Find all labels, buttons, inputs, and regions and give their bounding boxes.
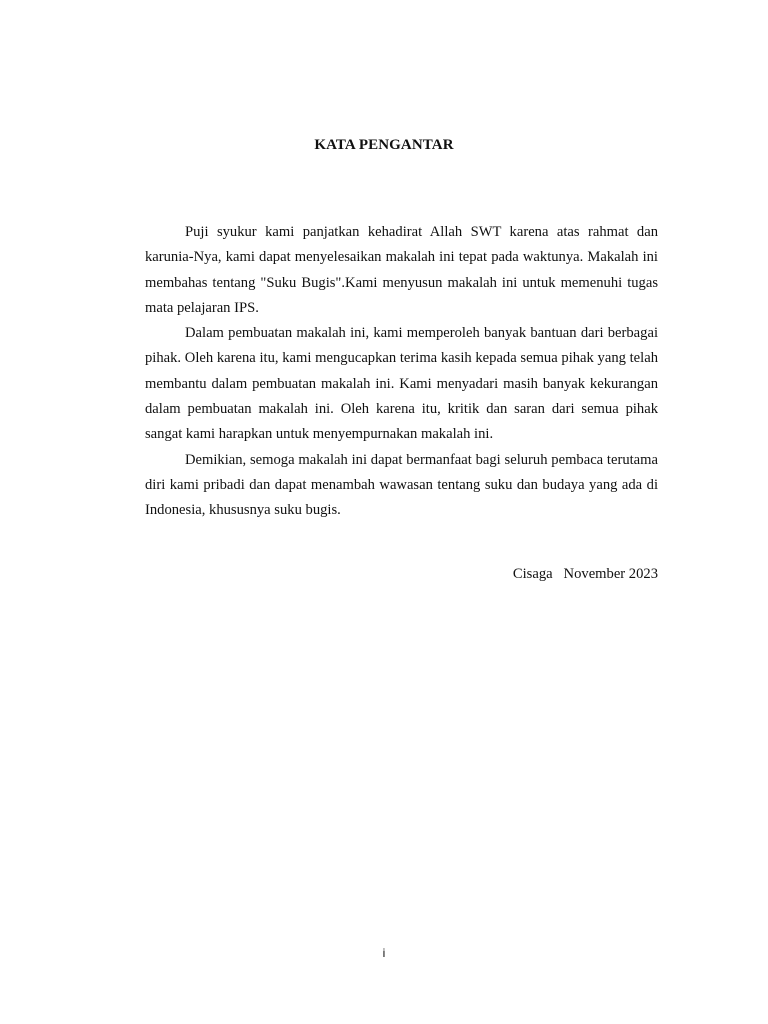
page-number: i xyxy=(382,946,386,960)
document-body xyxy=(145,220,658,524)
place-date: Cisaga November 2023 xyxy=(512,566,658,582)
paragraph-opening: Puji syukur kami panjatkan kehadirat Allah SWT karena atas rahmat dan karunia-Nya, kami dapat menyelesaikan makalah ini tepat pada waktunya. Makalah ini membahas tentang "Suku Bugis".Kami menyusun makalah ini untuk memenuhi tugas mata pelajaran IPS. xyxy=(145,224,658,316)
paragraph-closing: Demikian, semoga makalah ini dapat bermanfaat bagi seluruh pembaca terutama diri kami pribadi dan dapat menambah wawasan tentang suku dan budaya yang ada di Indonesia, khususnya suku bugis. xyxy=(145,451,658,519)
page-title: KATA PENGANTAR xyxy=(314,137,454,153)
paragraph-acknowledgement: Dalam pembuatan makalah ini, kami memperoleh banyak bantuan dari berbagai pihak. Oleh karena itu, kami mengucapkan terima kasih kepada semua pihak yang telah membantu dalam pembuatan makalah ini. Kami menyadari masih banyak kekurangan dalam pembuatan makalah ini. Oleh karena itu, kritik dan saran dari semua pihak sangat kami harapkan untuk menyempurnakan makalah ini. xyxy=(145,325,658,443)
